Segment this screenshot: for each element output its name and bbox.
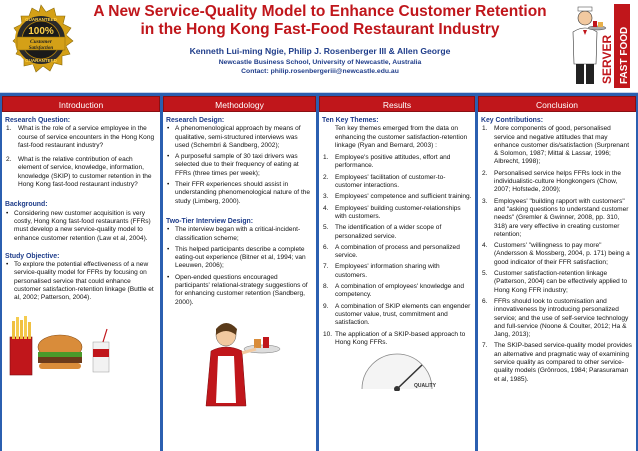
list-item	[482, 270, 633, 295]
item-text: The application of a SKIP-based approach to Hong Kong FFRs.	[335, 330, 466, 346]
research-question-list	[5, 125, 157, 189]
item-number: 7.	[323, 263, 329, 271]
item-number: 5.	[482, 270, 488, 278]
key-themes-list	[322, 154, 472, 347]
item-text: FFRs should look to customisation and innovativeness by introducing personalized service; and the use of self-service technology and full-service (Noone & Coulter, 2012; Ha & Jang, 2013);	[494, 297, 629, 339]
research-design-title: Research Design:	[166, 117, 225, 124]
item-text: A combination of SKIP elements can engender customer value, trust, commitment and satisfaction.	[335, 302, 471, 327]
item-number: 2.	[6, 156, 12, 164]
item-number: 1.	[6, 125, 12, 133]
title-line-2: in the Hong Kong Fast-Food Restaurant Industry	[140, 21, 500, 38]
item-text: The identification of a wider scope of personalized service.	[335, 224, 442, 240]
item-number: 3.	[323, 193, 329, 201]
study-objective-title: Study Objective:	[5, 252, 60, 260]
list-item: • This helped participants describe a complete eating-out experience (Bitner et al, 1994; van Leeuwen, 2006);	[175, 246, 313, 271]
item-text: Employees' facilitation of customer-to-customer interactions.	[335, 173, 446, 190]
introduction-heading: Introduction	[2, 96, 160, 112]
list-item	[323, 204, 472, 222]
list-item: • Considering new customer acquisition is very costly, Hong Kong fast-food restaurants (FFRs) must develop a new service-quality model to enhance customer retention (Law et al, 2004).	[14, 210, 157, 243]
introduction-column	[2, 96, 160, 451]
seal-text: GUARANTEED	[25, 58, 57, 63]
contact-email: Contact: philip.rosenbergeriii@newcastle.edu.au	[241, 68, 399, 75]
item-text: Employees' information sharing with customers.	[335, 263, 440, 279]
item-text: Employee's positive attitudes, effort and performance.	[335, 154, 451, 170]
affiliation-block	[80, 58, 560, 76]
key-contributions-list	[481, 125, 633, 384]
list-item: • Their FFR experiences should assist in understanding phenomenological nature of the study (Limberg, 2000).	[175, 181, 313, 206]
item-text: Employees' building customer-relationships with customers.	[335, 204, 461, 220]
item-text: What is the relative contribution of each element of service, knowledge, information, knowledge (SKIP) to customer retention in the Hong Kong fast-food restaurant industry?	[18, 156, 152, 189]
item-text: Employees' "building rapport with customers" and "asking questions to understand customer needs" (Gremler & Gwinner, 2008, pp. 310, 318) are very effective in creating customer retention;	[494, 197, 629, 238]
list-item: • To explore the potential effectiveness of a new service-quality model for FFRs by focusing on personalised service that could enhance customer satisfaction-retention linkage (Buttle et al, 2002; Patterson, 2004).	[14, 261, 157, 302]
burger-and-fries-icon	[5, 307, 155, 387]
list-item	[323, 330, 472, 348]
list-item	[323, 283, 472, 300]
item-text: The SKIP-based service-quality model provides an alternative and pragmatic way of examining service quality as compared to other service-quality models (Grönroos, 1984; Parasuraman et al, 1985).	[494, 342, 632, 383]
list-item: • The interview began with a critical-incident-classification scheme;	[175, 226, 313, 243]
item-text: A combination of process and personalized service.	[335, 243, 460, 260]
item-number: 7.	[482, 342, 488, 350]
methodology-heading: Methodology	[163, 96, 316, 112]
item-number: 9.	[323, 302, 329, 310]
list-item	[323, 154, 472, 171]
item-number: 3.	[482, 197, 488, 205]
list-item	[482, 197, 633, 239]
item-text: Customers' "willingness to pay more" (Andersson & Mossberg, 2004, p. 171) being a good indicator of their FFR satisfaction;	[494, 242, 630, 266]
key-contributions-title: Key Contributions:	[481, 117, 544, 124]
poster-header	[0, 0, 638, 92]
list-item	[6, 156, 157, 189]
item-text: Customer satisfaction-retention linkage (Patterson, 2004) can be effectively applied to Hong Kong FFR industry;	[494, 270, 628, 294]
list-item: • A purposeful sample of 30 taxi drivers was selected due to their frequency of eating at FFRs (three times per week);	[175, 153, 313, 178]
item-number: 4.	[482, 242, 488, 250]
item-text: What is the role of a service employee in the course of service encounters in the Hong Kong fast-food restaurant industry?	[18, 125, 155, 149]
study-objective-list	[5, 261, 157, 302]
logo-text: SERVER	[600, 34, 614, 84]
seal-text: GUARANTEED	[25, 17, 57, 22]
quality-dial-icon	[322, 351, 472, 391]
item-number: 2.	[482, 169, 488, 177]
list-item	[323, 302, 472, 328]
item-number: 1.	[482, 125, 488, 133]
results-heading: Results	[319, 96, 475, 112]
list-item	[482, 297, 633, 339]
authors: Kenneth Lui-ming Ngie, Philip J. Rosenberger III & Allen George	[189, 46, 451, 56]
research-design-list	[166, 125, 313, 206]
item-text: More components of good, personalised service and negative attitudes that may enhance customer dis/satisfaction (Surprenant & Solomon, 1987; Mittal & Lassar, 1996; Albrecht, 1998);	[494, 125, 630, 166]
item-number: 10.	[323, 330, 333, 338]
waitress-serving-icon	[166, 311, 311, 411]
two-tier-interview-list	[166, 226, 313, 307]
poster-title	[80, 3, 560, 39]
list-item	[482, 242, 633, 267]
title-line-1: A New Service-Quality Model to Enhance Customer Retention	[93, 3, 547, 20]
key-themes-title: Ten Key Themes:	[322, 117, 379, 124]
list-item	[323, 173, 472, 191]
list-item: • A phenomenological approach by means of qualitative, semi-structured interviews was used (Schembri & Sandberg, 2002);	[175, 125, 313, 150]
list-item	[323, 263, 472, 280]
fast-food-image	[5, 307, 157, 397]
conclusion-column	[478, 96, 636, 451]
seal-text: Customer	[29, 39, 53, 45]
item-text: A combination of employees' knowledge and competency.	[335, 283, 464, 299]
two-tier-interview-title: Two-Tier Interview Design:	[166, 217, 254, 225]
results-column	[319, 96, 475, 451]
list-item	[323, 193, 472, 201]
item-text: Personalised service helps FFRs lock in the individualistic-culture Hongkongers (Chow, 2007; Hofstede, 2009);	[494, 169, 621, 194]
affiliation: Newcastle Business School, University of Newcastle, Australia	[218, 59, 422, 66]
list-item	[323, 224, 472, 241]
item-text: Employees' competence and sufficient training.	[335, 193, 472, 201]
methodology-column	[163, 96, 316, 451]
list-item: • Open-ended questions encouraged participants' relational-strategy suggestions of for enhancing customer retention (Sandberg, 2000).	[175, 274, 313, 307]
seal-text: 100%	[28, 26, 54, 37]
background-title: Background:	[5, 201, 48, 209]
quality-label: QUALITY	[414, 383, 436, 390]
list-item	[482, 342, 633, 383]
list-item	[6, 125, 157, 150]
item-number: 8.	[323, 283, 329, 291]
research-question-title: Research Question:	[5, 117, 71, 124]
fast-food-server-logo	[563, 2, 633, 90]
item-number: 2.	[323, 173, 329, 181]
item-number: 6.	[482, 297, 488, 305]
background-list	[5, 210, 157, 243]
quality-image	[322, 351, 472, 391]
item-number: 4.	[323, 204, 329, 212]
item-number: 1.	[323, 154, 329, 162]
list-item	[482, 169, 633, 195]
list-item	[323, 243, 472, 261]
item-number: 6.	[323, 243, 329, 251]
guarantee-seal-icon	[5, 4, 77, 76]
conclusion-heading: Conclusion	[478, 96, 636, 112]
waitress-image	[166, 311, 313, 401]
seal-text: Satisfaction	[28, 46, 54, 51]
item-number: 5.	[323, 224, 329, 232]
logo-text: FAST FOOD	[619, 26, 630, 84]
list-item	[482, 125, 633, 166]
key-themes-intro: Ten key themes emerged from the data on enhancing the customer satisfaction-retention linkage (Ryan and Bernard, 2003) :	[335, 125, 468, 149]
